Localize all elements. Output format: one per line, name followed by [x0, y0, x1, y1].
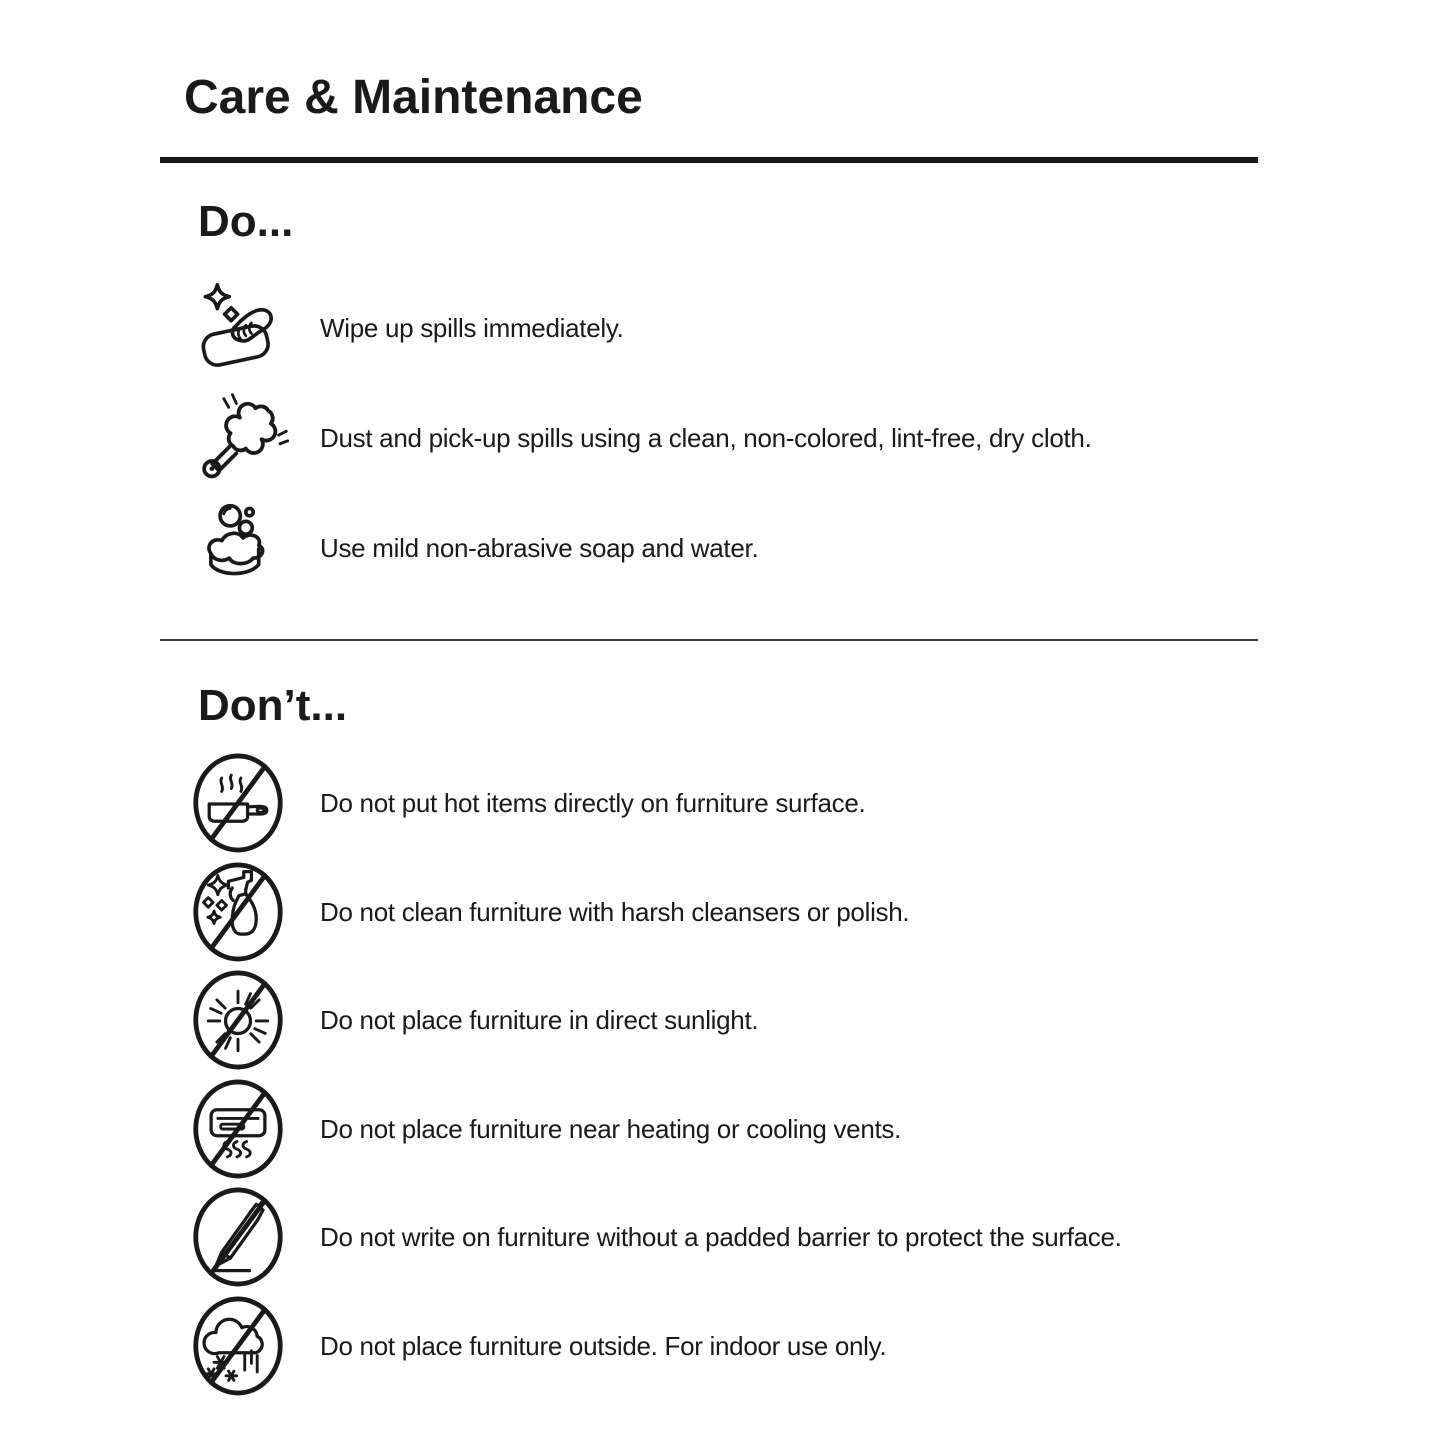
- section-divider: [160, 639, 1258, 641]
- dont-item-text: Do not clean furniture with harsh cleansers or polish.: [320, 896, 910, 927]
- do-section-heading: Do...: [198, 197, 294, 246]
- dont-item-text: Do not write on furniture without a padded barrier to protect the surface.: [320, 1222, 1122, 1253]
- do-item-text: Wipe up spills immediately.: [320, 313, 624, 343]
- dont-section: [160, 749, 1258, 1400]
- no-harsh-cleansers-icon: [190, 859, 286, 965]
- do-item-row: [160, 383, 1258, 493]
- no-writing-icon: [190, 1184, 286, 1290]
- dont-section-heading: Don’t...: [198, 681, 348, 730]
- do-section: [160, 273, 1258, 603]
- duster-icon: [194, 390, 294, 486]
- dont-item-text: Do not place furniture in direct sunlight.: [320, 1005, 759, 1036]
- dont-item-text: Do not put hot items directly on furniture surface.: [320, 788, 866, 819]
- dont-item-row: [160, 749, 1258, 858]
- dont-item-text: Do not place furniture outside. For indoor use only.: [320, 1330, 887, 1361]
- care-sheet: [160, 0, 1258, 1400]
- do-item-text: Use mild non-abrasive soap and water.: [320, 533, 759, 563]
- do-item-row: [160, 493, 1258, 603]
- dont-item-row: [160, 858, 1258, 967]
- dont-item-row: [160, 1292, 1258, 1401]
- do-item-text: Dust and pick-up spills using a clean, non-colored, lint-free, dry cloth.: [320, 423, 1092, 453]
- dont-item-row: [160, 966, 1258, 1075]
- dont-item-row: [160, 1183, 1258, 1292]
- no-hot-items-icon: [190, 750, 286, 856]
- page-title: Care & Maintenance: [184, 71, 643, 124]
- no-outdoor-use-icon: [190, 1293, 286, 1399]
- no-direct-sunlight-icon: [190, 967, 286, 1073]
- soap-sponge-icon: [194, 502, 294, 594]
- no-heating-cooling-vents-icon: [190, 1076, 286, 1182]
- title-divider: [160, 157, 1258, 163]
- dont-item-text: Do not place furniture near heating or cooling vents.: [320, 1113, 902, 1144]
- do-item-row: [160, 273, 1258, 383]
- wipe-spills-icon: [194, 282, 294, 374]
- dont-item-row: [160, 1075, 1258, 1184]
